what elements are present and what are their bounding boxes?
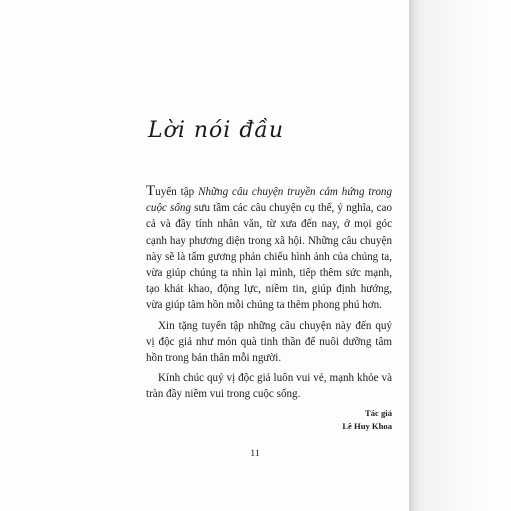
page-shadow bbox=[423, 0, 511, 511]
paragraph-1-lead: uyển tập bbox=[155, 186, 199, 198]
paragraph-1-rest: sưu tầm các câu chuyện cụ thể, ý nghĩa, cao cả và đầy tính nhân văn, từ xưa đến nay, ở mọi góc cạnh hay phương diện trong xã hội. Những câu chuyện này sẽ là tấm gương phản chiếu hình ảnh của chúng ta, vừa giúp chúng ta nhìn lại mình, tiếp thêm sức mạnh, tạo khát khao, động lực, niềm tin, giúp định hướng, vừa giúp tâm hồn mỗi chúng ta thêm phong phú hơn. bbox=[146, 202, 392, 312]
book-title: Những câu chuyện truyền cảm hứng trong cuộc sống bbox=[146, 186, 392, 215]
drop-cap: T bbox=[146, 183, 156, 199]
page-heading: Lời nói đầu bbox=[148, 118, 285, 143]
signature-block bbox=[300, 407, 392, 433]
preface-body bbox=[146, 184, 392, 407]
page-edge bbox=[409, 0, 423, 511]
paragraph-1 bbox=[146, 184, 392, 314]
paragraph-2: Xin tặng tuyển tập những câu chuyện này đến quý vị độc giả như món quà tinh thần để nuôi dưỡng tâm hồn trong bản thân mỗi người. bbox=[146, 319, 392, 365]
signature-role: Tác giả bbox=[365, 408, 392, 418]
paragraph-3: Kính chúc quý vị độc giả luôn vui vẻ, mạnh khỏe và tràn đầy niềm vui trong cuộc sống. bbox=[146, 372, 392, 401]
page-number: 11 bbox=[250, 449, 260, 459]
signature-name: Lê Huy Khoa bbox=[342, 421, 392, 431]
